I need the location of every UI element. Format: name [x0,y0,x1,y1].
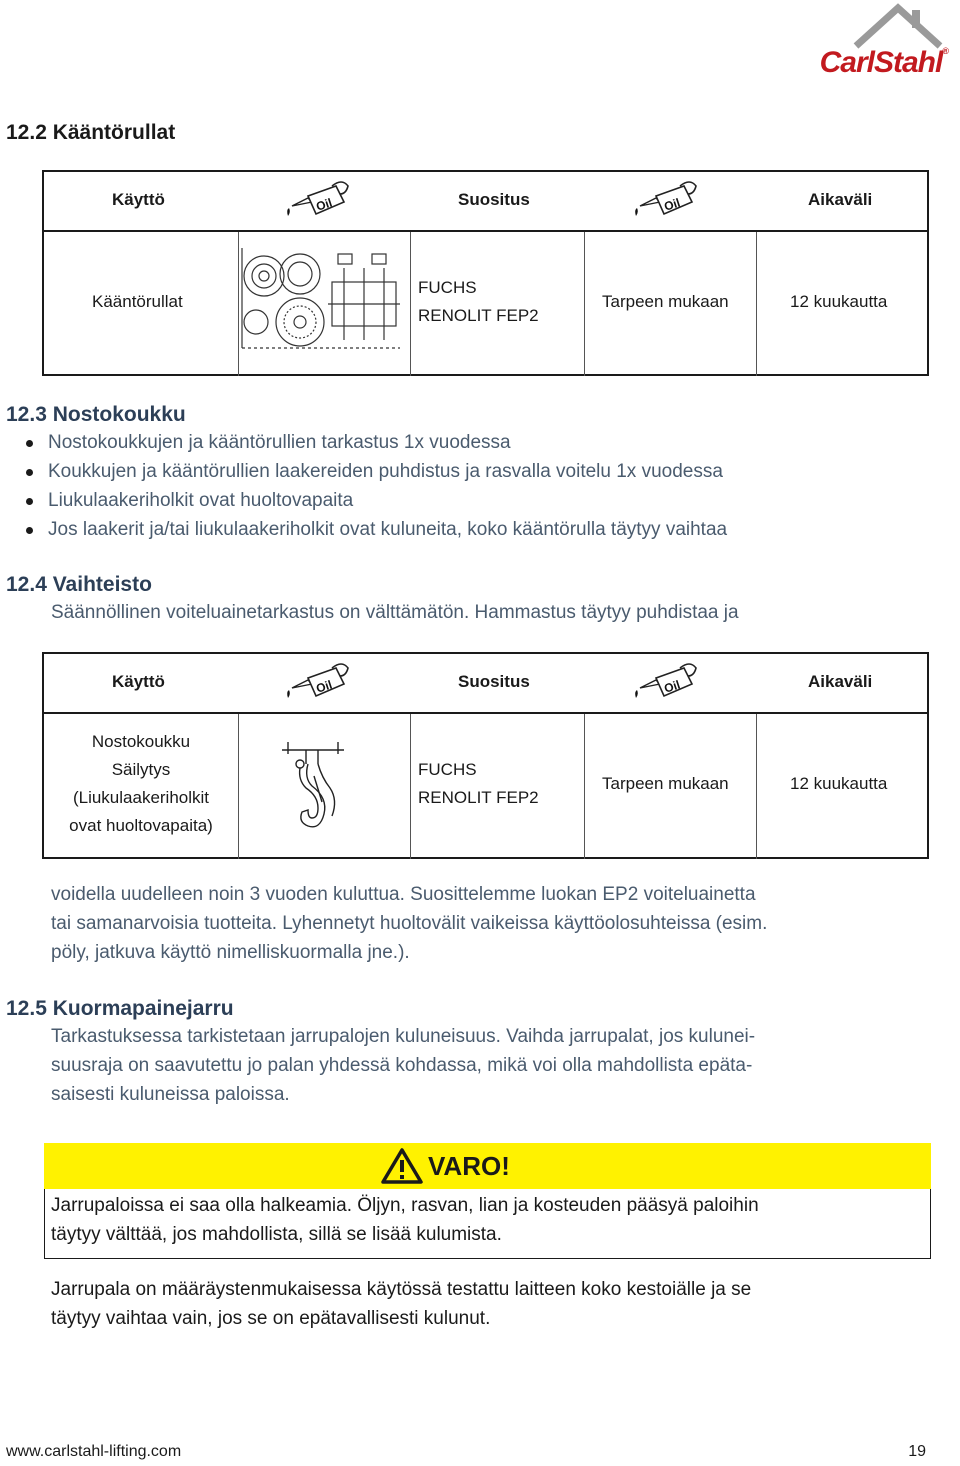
row-name-line: Säilytys [111,760,171,779]
text-line: Jarrupaloissa ei saa olla halkeamia. Öljyn, rasvan, lian ja kosteuden pääsyä paloihin [51,1195,759,1216]
list-item: Nostokoukkujen ja kääntörullien tarkastus 1x vuodessa [18,428,727,457]
header-interval: Aikaväli [808,190,873,209]
svg-text:Oil: Oil [314,195,334,214]
text-line: täytyy välttää, jos mahdollista, sillä se lisää kulumista. [51,1224,502,1245]
svg-text:Oil: Oil [314,677,334,696]
hook-drawing [278,738,358,838]
header-recommendation: Suositus [458,672,530,691]
row-name: Kääntörullat [92,292,183,311]
roller-drawing [240,244,402,352]
interval-need: Tarpeen mukaan [602,292,729,311]
section-12-4-intro: Säännöllinen voiteluainetarkastus on välttämätön. Hammastus täytyy puhdistaa ja [51,602,739,623]
warning-label: VARO! [428,1150,510,1181]
oil-can-icon [630,658,700,706]
closing-text [51,1275,751,1333]
text-line: suusraja on saavutettu jo palan yhdessä kohdassa, mikä voi olla mahdollista epäta- [51,1055,753,1076]
oil-can-icon [282,176,352,224]
header-recommendation: Suositus [458,190,530,209]
text-line: pöly, jatkuva käyttö nimelliskuormalla jne.). [51,942,410,963]
maintenance-bullets [18,428,727,544]
row-name-line: Nostokoukku [91,732,191,751]
section-12-3-title: 12.3 Nostokoukku [6,403,190,427]
footer-url[interactable]: www.carlstahl-lifting.com [6,1443,182,1460]
lubricant-brand: FUCHS [418,760,477,779]
text-line: Tarkastuksessa tarkistetaan jarrupalojen kuluneisuus. Vaihda jarrupalat, jos kulunei- [51,1026,756,1047]
svg-text:Oil: Oil [662,677,682,696]
section-12-4-title: 12.4 Vaihteisto [6,573,152,596]
section-12-5-text [51,1022,755,1109]
header-use: Käyttö [112,672,165,691]
lubricant-product: RENOLIT FEP2 [418,788,539,807]
section-12-4-text [51,880,767,967]
row-name-line: (Liukulaakeriholkit [72,788,210,807]
brand-name: CarlStahl® [819,46,948,79]
interval-need: Tarpeen mukaan [602,774,729,793]
list-item: Koukkujen ja kääntörullien laakereiden puhdistus ja rasvalla voitelu 1x vuodessa [18,457,727,486]
page-number: 19 [908,1443,926,1460]
lubricant-product: RENOLIT FEP2 [418,306,539,325]
text-line: täytyy vaihtaa vain, jos se on epätavallisesti kulunut. [51,1308,491,1329]
warning-title [380,1147,510,1185]
oil-can-icon [282,658,352,706]
roof-icon [794,2,954,52]
section-12-5-title: 12.5 Kuormapainejarru [6,997,234,1020]
text-line: saisesti kuluneissa paloissa. [51,1084,290,1105]
header-interval: Aikaväli [808,672,873,691]
interval-period: 12 kuukautta [790,774,888,793]
row-name-line: ovat huoltovapaita) [69,816,213,835]
header-use: Käyttö [112,190,165,209]
text-line: Jarrupala on määräystenmukaisessa käytössä testattu laitteen koko kestoiälle ja se [51,1279,752,1300]
interval-period: 12 kuukautta [790,292,888,311]
svg-text:Oil: Oil [662,195,682,214]
text-line: tai samanarvoisia tuotteita. Lyhennetyt huoltovälit vaikeissa käyttöolosuhteissa (esim. [51,913,768,934]
warning-text [51,1191,759,1249]
text-line: voidella uudelleen noin 3 vuoden kuluttua. Suosittelemme luokan EP2 voiteluainetta [51,884,756,905]
section-12-2-title: 12.2 Kääntörullat [6,121,176,144]
lubricant-brand: FUCHS [418,278,477,297]
list-item: Liukulaakeriholkit ovat huoltovapaita [18,486,727,515]
list-item: Jos laakerit ja/tai liukulaakeriholkit ovat kuluneita, koko kääntörulla täytyy vaihtaa [18,515,727,544]
oil-can-icon [630,176,700,224]
warning-triangle-icon [380,1147,424,1185]
carlstahl-logo [794,2,954,82]
